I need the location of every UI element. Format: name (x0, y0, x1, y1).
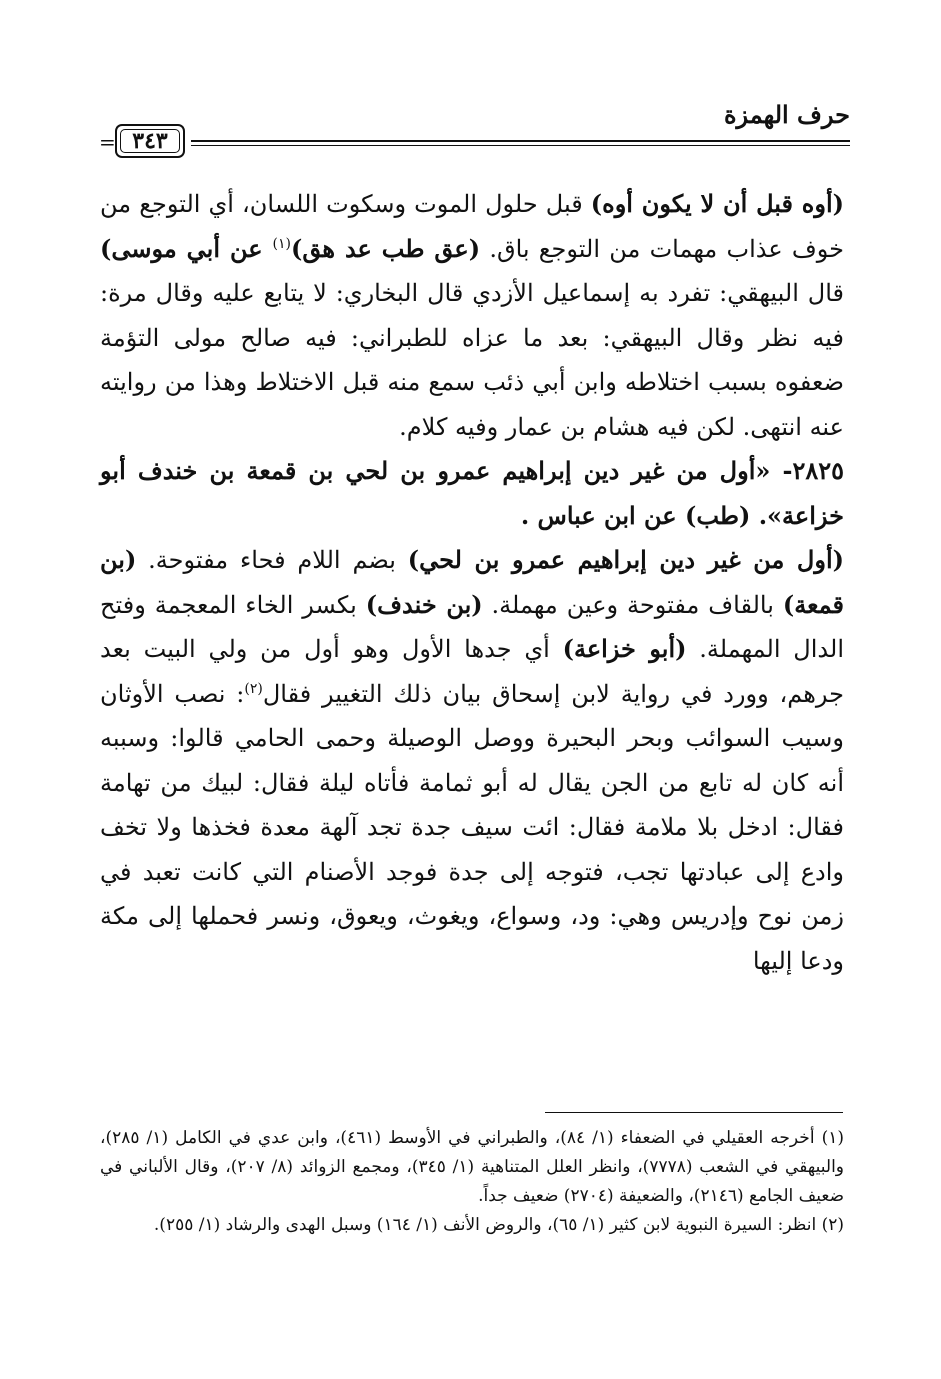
entry-number: ٢٨٢٥- (770, 456, 844, 485)
header-rule-thick (191, 140, 850, 142)
header-ornament: = (99, 130, 116, 154)
footnote-ref-1[interactable]: (١) (272, 235, 291, 252)
footnote-divider (545, 1112, 843, 1113)
commentary-text: قبل حلول الموت وسكوت اللسان، أي التوجع من خوف عذاب مهمات من التوجع باق. (100, 190, 844, 263)
quoted-hadith: (أول من غير دين إبراهيم عمرو بن لحي) (407, 545, 844, 574)
quoted-term: (بن خندف) (365, 589, 483, 619)
footnote-1: (١) أخرجه العقيلي في الضعفاء (١/ ٨٤)، والطبراني في الأوسط (٤٦١)، وابن عدي في الكامل (١/ ٢٨٥)، والبيهقي في الشعب (٧٧٧٨)، وانظر العلل المتناهية (١/ ٣٤٥)، ومجمع الزوائد (٨/ ٢٠٧)، وقال الألباني في ضعيف الجامع (٢١٤٦)، والضعيفة (٢٧٠٤) ضعيف جداً. (100, 1128, 845, 1206)
page-number: ٣٤٣ (115, 124, 185, 158)
commentary-text: بكسر الخاء المعجمة وفتح الدال المهملة. (100, 590, 844, 663)
commentary-text: بالقاف مفتوحة وعين مهملة. (482, 590, 783, 619)
hadith-text: «أول من غير دين إبراهيم عمرو بن لحي بن قمعة بن خندف أبو خزاعة». (طب) عن ابن عباس . (100, 456, 844, 530)
main-text (100, 182, 844, 983)
commentary-text: بضم اللام فحاء مفتوحة. (136, 546, 408, 574)
narrator-name: عن أبي موسى) (100, 233, 273, 263)
paragraph-3 (100, 538, 844, 983)
footnotes (100, 1124, 844, 1240)
source-codes: (عق طب عد هق) (290, 233, 481, 263)
hadith-entry (100, 449, 844, 538)
quoted-term: (بن قمعة) (100, 545, 844, 619)
quoted-hadith: (أوه قبل أن لا يكون أوه) (590, 189, 844, 218)
page-header (95, 92, 850, 162)
paragraph-1 (100, 182, 844, 449)
commentary-text: : نصب الأوثان وسيب السوائب وبحر البحيرة ووصل الوصيلة وحمى الحامي قالوا: وسببه أنه كان له تابع من الجن يقال له أبو ثمامة فأتاه ليلة فقال: لبيك من تهامة فقال: ادخل بلا ملامة فقال: ائت سيف جدة تجد آلهة معدة فخذها ولا تخف وادع إلى عبادتها تجب، فتوجه إلى جدة فوجد الأصنام التي كانت تعبد في زمن نوح وإدريس وهي: ود، وسواع، ويغوث، ويعوق، ونسر فحملها إلى مكة ودعا إليها (100, 679, 844, 975)
header-rule-thin (191, 145, 850, 146)
quoted-term: (أبو خزاعة) (562, 634, 687, 663)
commentary-text: أي جدها الأول وهو أول من ولي البيت بعد جرهم، وورد في رواية لابن إسحاق بيان ذلك التغيير فقال (100, 635, 844, 708)
commentary-text: قال البيهقي: تفرد به إسماعيل الأزدي قال البخاري: لا يتابع عليه وقال مرة: فيه نظر وقال البيهقي: بعد ما عزاه للطبراني: فيه صالح مولى التؤمة ضعفوه بسبب اختلاطه وابن أبي ذئب سمع منه قبل الاختلاط وهذا من روايته عنه انتهى. لكن فيه هشام بن عمار وفيه كلام. (100, 279, 844, 441)
footnote-ref-2[interactable]: (٢) (244, 680, 263, 697)
chapter-title: حرف الهمزة (723, 100, 850, 129)
footnote-2: (٢) انظر: السيرة النبوية لابن كثير (١/ ٦٥)، والروض الأنف (١/ ١٦٤) وسبل الهدى والرشاد (١/ ٢٥٥). (153, 1215, 844, 1235)
